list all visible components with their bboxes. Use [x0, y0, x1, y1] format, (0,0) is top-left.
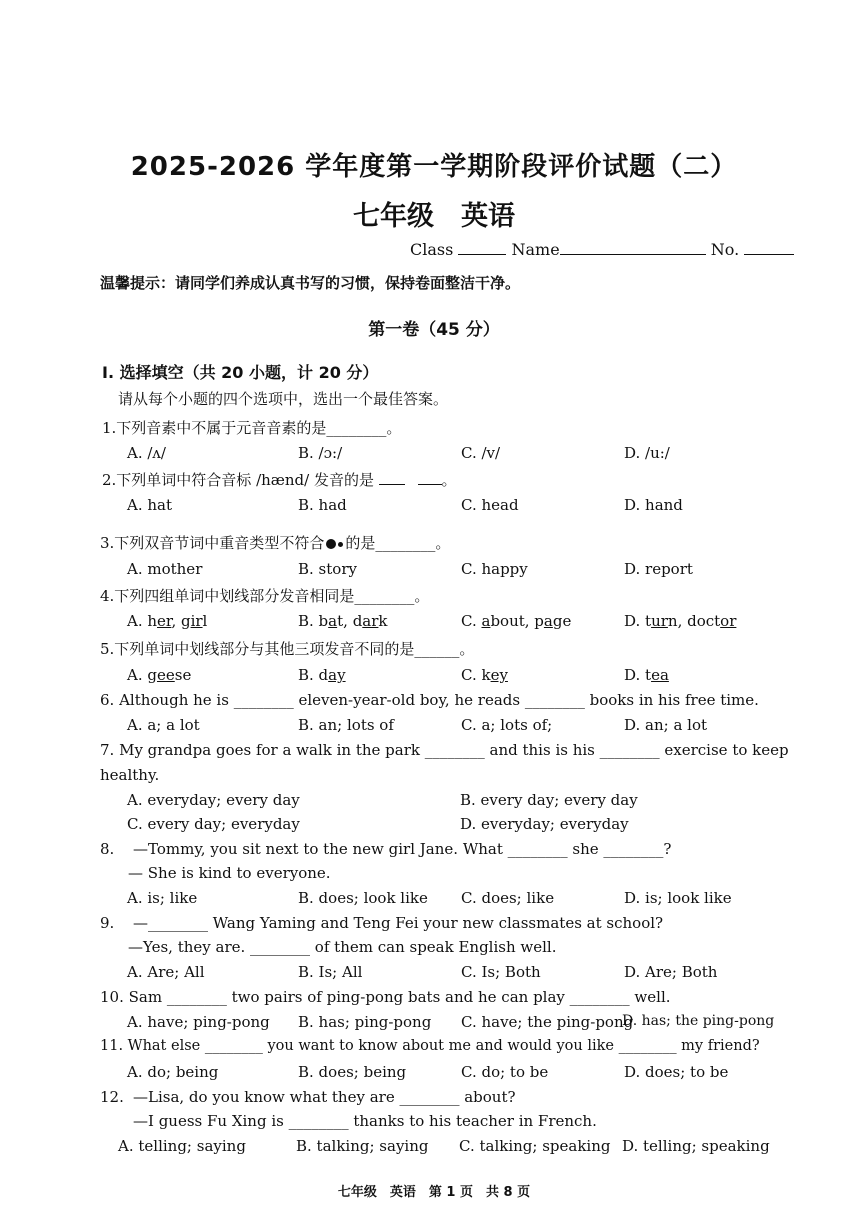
question-1-option-b[interactable]: B. /ɔ:/	[298, 444, 343, 462]
text: k	[378, 612, 388, 630]
question-5-option-a[interactable]	[127, 666, 191, 684]
question-5-stem: 5.下列单词中划线部分与其他三项发音不同的是______。	[100, 640, 475, 658]
question-6-option-c[interactable]: C. a; lots of;	[461, 716, 553, 734]
question-6-stem: 6. Although he is ________ eleven-year-old boy, he reads ________ books in his free time.	[100, 691, 759, 709]
section-title: I. 选择填空（共 20 小题，计 20 分）	[102, 363, 379, 382]
question-7-stem-line2: healthy.	[100, 766, 160, 784]
text: B. b	[298, 612, 329, 630]
question-12-number: 12.	[100, 1088, 124, 1106]
question-4-option-d[interactable]	[624, 612, 736, 630]
text: bout, p	[490, 612, 544, 630]
question-3-stem-end: 的是________。	[345, 534, 451, 552]
question-6-option-a[interactable]: A. a; a lot	[127, 716, 200, 734]
question-9-line2: —Yes, they are. ________ of them can speak English well.	[128, 938, 557, 956]
question-2-option-c[interactable]: C. head	[461, 496, 519, 514]
text: D. t	[624, 666, 652, 684]
name-label: Name	[511, 240, 560, 259]
question-8-option-b[interactable]: B. does; look like	[298, 889, 428, 907]
question-9-number: 9.	[100, 914, 115, 932]
underlined-text: ee	[156, 666, 175, 684]
text: A. h	[127, 612, 158, 630]
underlined-text: a	[543, 612, 553, 630]
no-label: No.	[710, 240, 740, 259]
student-info-line	[410, 240, 794, 259]
text: C. k	[461, 666, 491, 684]
question-12-option-c[interactable]: C. talking; speaking	[459, 1137, 611, 1155]
question-12-option-d[interactable]: D. telling; speaking	[622, 1137, 770, 1155]
underlined-text: a	[328, 612, 338, 630]
question-3-option-d[interactable]: D. report	[624, 560, 693, 578]
part-title: 第一卷（45 分）	[368, 320, 500, 340]
question-10-option-c[interactable]: C. have; the ping-pong	[461, 1013, 634, 1031]
question-7-stem-line1: 7. My grandpa goes for a walk in the park ________ and this is his ________ exercise to keep	[100, 741, 789, 759]
section-instruction: 请从每个小题的四个选项中，选出一个最佳答案。	[118, 390, 449, 408]
question-3-stem	[100, 532, 450, 553]
question-5-option-b[interactable]	[298, 666, 346, 684]
text: l	[202, 612, 208, 630]
question-7-option-a[interactable]: A. everyday; every day	[127, 791, 300, 809]
underlined-text: ey	[490, 666, 508, 684]
class-label: Class	[410, 240, 454, 259]
question-2-stem-text: 2.下列单词中符合音标 /hænd/ 发音的是	[102, 471, 374, 489]
text: B. d	[298, 666, 329, 684]
question-12-line1: —Lisa, do you know what they are ________ about?	[133, 1088, 516, 1106]
text: se	[174, 666, 192, 684]
question-7-option-c[interactable]: C. every day; everyday	[127, 815, 300, 833]
question-11-option-c[interactable]: C. do; to be	[461, 1063, 549, 1081]
exam-title: 2025-2026 学年度第一学期阶段评价试题（二）	[130, 152, 738, 182]
question-2-stem	[102, 469, 457, 490]
question-11-option-a[interactable]: A. do; being	[127, 1063, 219, 1081]
question-1-option-c[interactable]: C. /v/	[461, 444, 501, 462]
underlined-text: ar	[362, 612, 379, 630]
question-8-option-d[interactable]: D. is; look like	[624, 889, 732, 907]
question-9-option-d[interactable]: D. Are; Both	[624, 963, 718, 981]
question-10-stem: 10. Sam ________ two pairs of ping-pong bats and he can play ________ well.	[100, 988, 671, 1006]
question-11-option-d[interactable]: D. does; to be	[624, 1063, 729, 1081]
text: , g	[171, 612, 191, 630]
question-10-option-b[interactable]: B. has; ping-pong	[298, 1013, 432, 1031]
underlined-text: a	[481, 612, 491, 630]
question-4-option-c[interactable]	[461, 612, 571, 630]
question-2-option-a[interactable]: A. hat	[127, 496, 172, 514]
question-7-option-b[interactable]: B. every day; every day	[460, 791, 638, 809]
name-field[interactable]	[560, 240, 706, 255]
text: ge	[552, 612, 572, 630]
question-9-option-b[interactable]: B. Is; All	[298, 963, 363, 981]
exam-subtitle: 七年级 英语	[353, 201, 515, 232]
question-8-option-c[interactable]: C. does; like	[461, 889, 555, 907]
question-2-blank	[379, 470, 405, 485]
text: C.	[461, 612, 482, 630]
underlined-text: ay	[328, 666, 346, 684]
question-3-option-c[interactable]: C. happy	[461, 560, 528, 578]
question-12-line2: —I guess Fu Xing is ________ thanks to his teacher in French.	[133, 1112, 597, 1130]
question-3-option-a[interactable]: A. mother	[127, 560, 203, 578]
question-8-line1: —Tommy, you sit next to the new girl Jane. What ________ she ________?	[133, 840, 672, 858]
question-9-option-c[interactable]: C. Is; Both	[461, 963, 541, 981]
question-12-option-b[interactable]: B. talking; saying	[296, 1137, 429, 1155]
underlined-text: or	[720, 612, 737, 630]
page-footer: 七年级 英语 第 1 页 共 8 页	[337, 1185, 531, 1200]
question-10-option-d[interactable]: D. has; the ping-pong	[622, 1013, 775, 1029]
question-8-option-a[interactable]: A. is; like	[127, 889, 198, 907]
question-10-option-a[interactable]: A. have; ping-pong	[127, 1013, 270, 1031]
question-11-stem: 11. What else ________ you want to know about me and would you like ________ my friend?	[100, 1038, 760, 1054]
question-8-line2: — She is kind to everyone.	[128, 864, 331, 882]
reminder-text: 温馨提示：请同学们养成认真书写的习惯，保持卷面整洁干净。	[100, 274, 521, 292]
question-6-option-b[interactable]: B. an; lots of	[298, 716, 394, 734]
underlined-text: ea	[651, 666, 669, 684]
question-6-option-d[interactable]: D. an; a lot	[624, 716, 708, 734]
question-8-number: 8.	[100, 840, 115, 858]
question-11-option-b[interactable]: B. does; being	[298, 1063, 407, 1081]
question-1-option-a[interactable]: A. /ʌ/	[127, 444, 166, 462]
underlined-text: ur	[651, 612, 668, 630]
question-5-option-c[interactable]	[461, 666, 508, 684]
question-3-stem-text: 3.下列双音节词中重音类型不符合	[100, 534, 325, 552]
text: t, d	[337, 612, 363, 630]
question-4-option-a[interactable]	[127, 612, 207, 630]
underlined-text: ir	[190, 612, 203, 630]
no-field[interactable]	[744, 240, 794, 255]
question-1-stem: 1.下列音素中不属于元音音素的是________。	[102, 419, 402, 437]
question-12-option-a[interactable]: A. telling; saying	[118, 1137, 246, 1155]
question-2-stem-end: 。	[441, 471, 457, 489]
question-5-option-d[interactable]	[624, 666, 669, 684]
question-4-option-b[interactable]	[298, 612, 388, 630]
text: A. g	[127, 666, 157, 684]
question-2-option-b[interactable]: B. had	[298, 496, 347, 514]
question-9-line1: —________ Wang Yaming and Teng Fei your new classmates at school?	[133, 914, 664, 932]
question-1-option-d[interactable]: D. /u:/	[624, 444, 670, 462]
class-field[interactable]	[458, 240, 506, 255]
question-9-option-a[interactable]: A. Are; All	[127, 963, 205, 981]
unstressed-syllable-dot-icon	[338, 542, 343, 547]
question-2-option-d[interactable]: D. hand	[624, 496, 683, 514]
question-4-stem: 4.下列四组单词中划线部分发音相同是________。	[100, 587, 430, 605]
question-2-blank-2	[418, 470, 442, 485]
text: D. t	[624, 612, 652, 630]
underlined-text: er	[157, 612, 172, 630]
question-3-option-b[interactable]: B. story	[298, 560, 357, 578]
text: n, doct	[667, 612, 721, 630]
question-7-option-d[interactable]: D. everyday; everyday	[460, 815, 629, 833]
stressed-syllable-dot-icon	[326, 539, 336, 549]
